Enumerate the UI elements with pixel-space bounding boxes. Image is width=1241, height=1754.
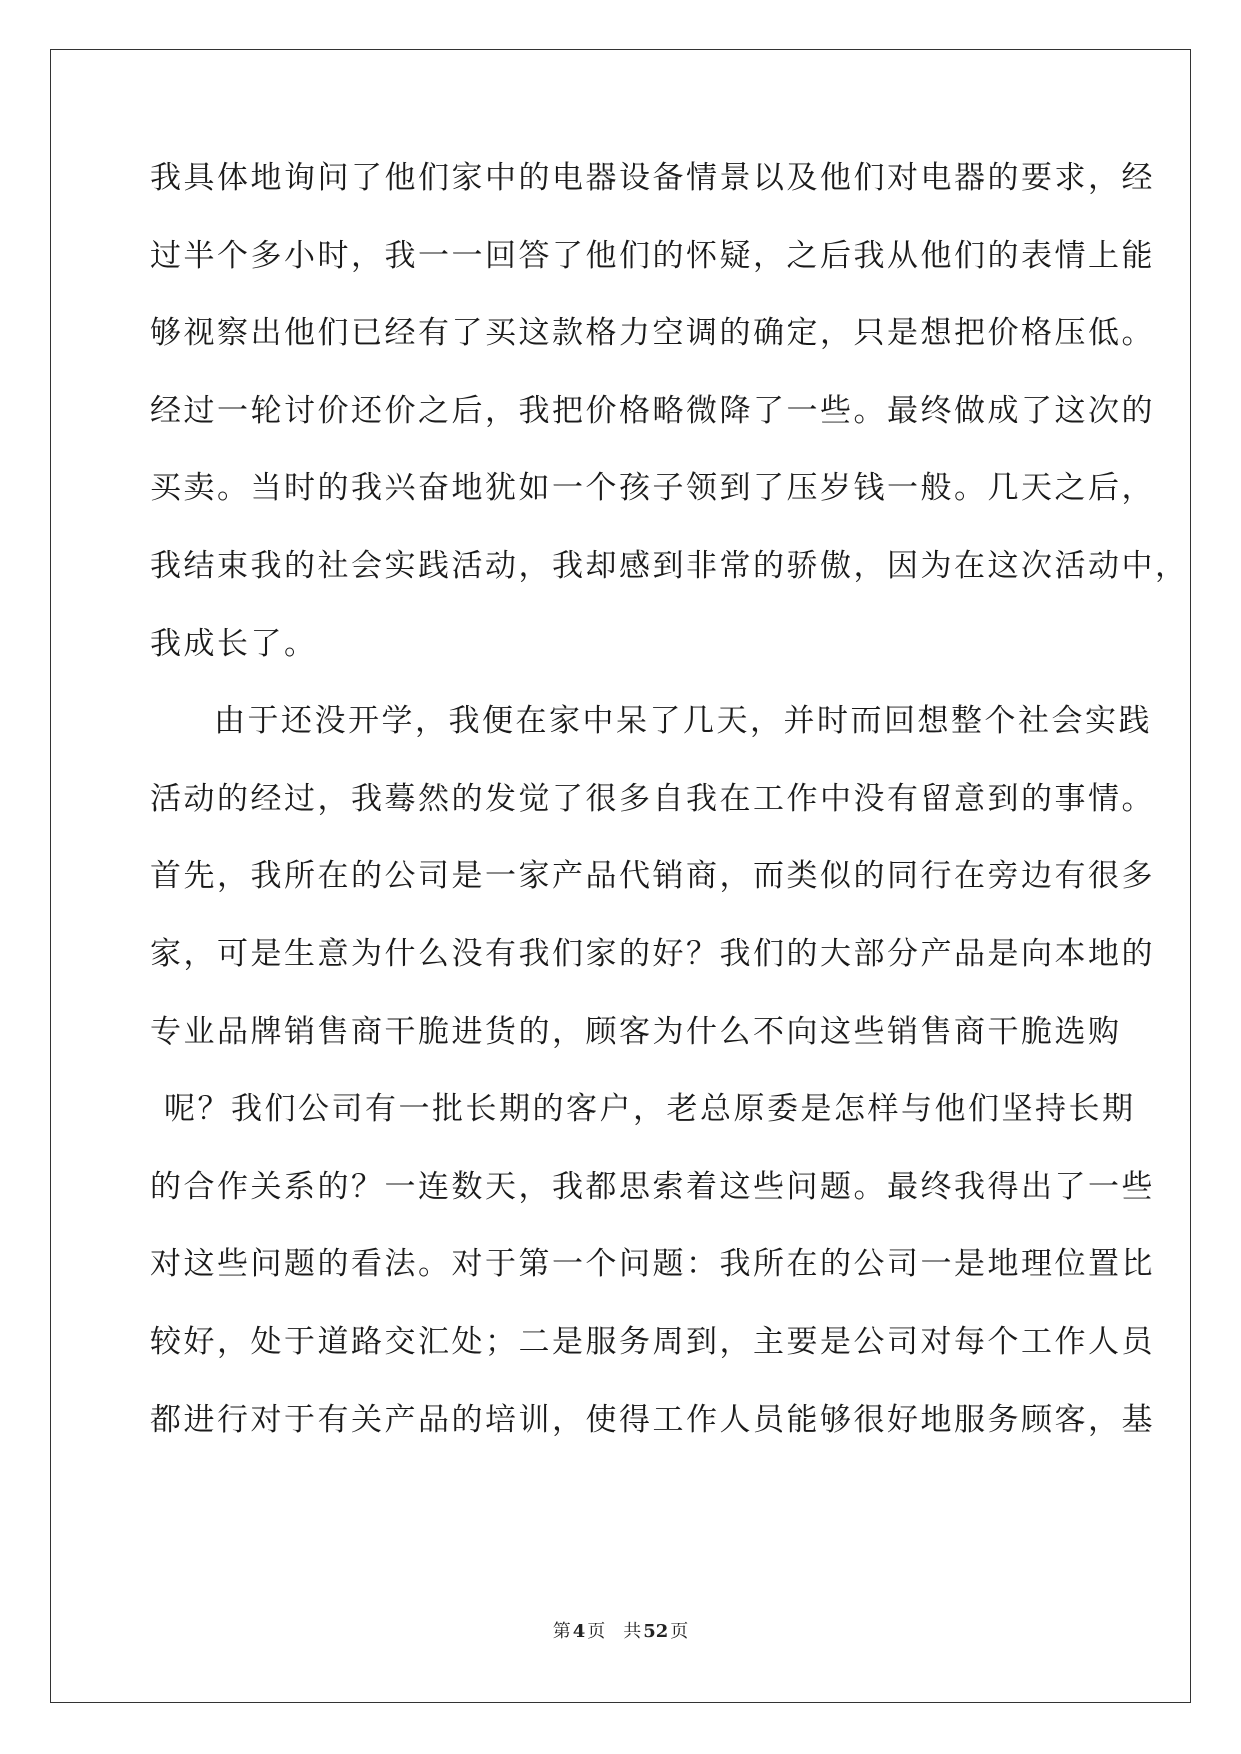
total-prefix: 共 — [623, 1621, 642, 1642]
total-pages: 52 — [643, 1621, 669, 1642]
text-line: 买卖。当时的我兴奋地犹如一个孩子领到了压岁钱一般。几天之后， — [150, 470, 1155, 507]
total-suffix: 页 — [670, 1621, 689, 1642]
text-line: 够视察出他们已经有了买这款格力空调的确定，只是想把价格压低。 — [150, 315, 1155, 352]
text-line: 我结束我的社会实践活动，我却感到非常的骄傲，因为在这次活动中， — [150, 547, 1189, 584]
page-footer — [0, 1620, 1241, 1644]
text-line: 较好，处于道路交汇处；二是服务周到，主要是公司对每个工作人员 — [150, 1323, 1155, 1360]
text-line: 我具体地询问了他们家中的电器设备情景以及他们对电器的要求，经 — [150, 160, 1155, 196]
document-body — [150, 160, 1189, 1479]
text-line: 的合作关系的？一连数天，我都思索着这些问题。最终我得出了一些 — [150, 1168, 1155, 1205]
text-line: 经过一轮讨价还价之后，我把价格略微降了一些。最终做成了这次的 — [150, 392, 1155, 429]
text-line: 家，可是生意为什么没有我们家的好？我们的大部分产品是向本地的 — [150, 935, 1155, 972]
text-line: 活动的经过，我蓦然的发觉了很多自我在工作中没有留意到的事情。 — [150, 780, 1155, 817]
text-line: 对这些问题的看法。对于第一个问题：我所在的公司一是地理位置比 — [150, 1246, 1155, 1283]
text-line: 我成长了。 — [150, 625, 318, 662]
text-line: 呢？我们公司有一批长期的客户，老总原委是怎样与他们坚持长期 — [164, 1091, 1136, 1128]
text-line: 首先，我所在的公司是一家产品代销商，而类似的同行在旁边有很多 — [150, 858, 1155, 895]
paragraph-first-line: 由于还没开学，我便在家中呆了几天，并时而回想整个社会实践 — [214, 703, 1152, 740]
text-line: 专业品牌销售商干脆进货的，顾客为什么不向这些销售商干脆选购 — [150, 1013, 1122, 1050]
text-line: 过半个多小时，我一一回答了他们的怀疑，之后我从他们的表情上能 — [150, 237, 1155, 274]
text-line: 都进行对于有关产品的培训，使得工作人员能够很好地服务顾客，基 — [150, 1401, 1155, 1438]
page-suffix: 页 — [587, 1621, 606, 1642]
page-number: 4 — [572, 1621, 586, 1642]
page-prefix: 第 — [552, 1621, 571, 1642]
